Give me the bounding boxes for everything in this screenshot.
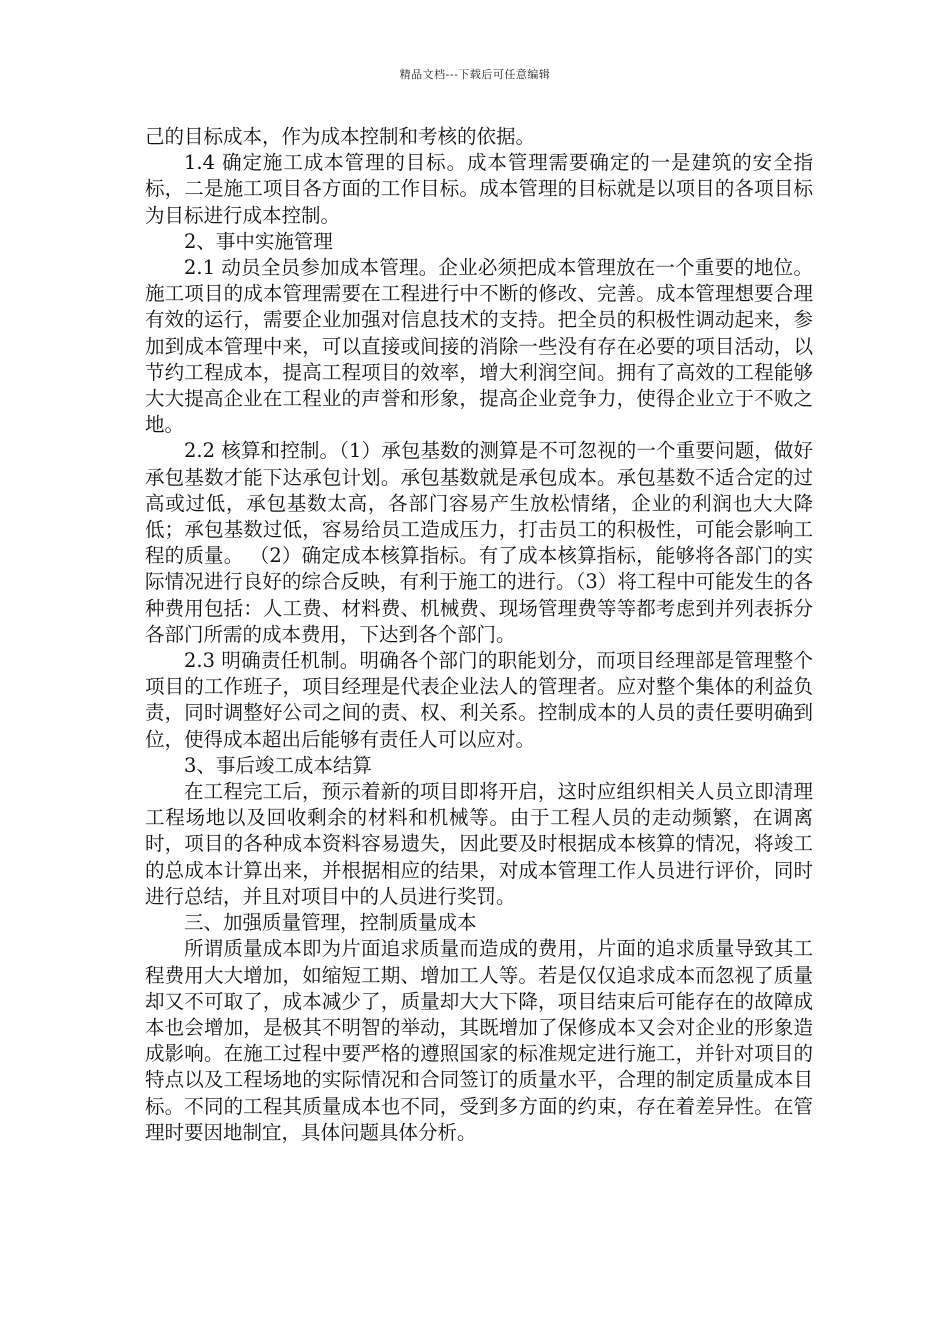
paragraph: 三、加强质量管理，控制质量成本 [184, 911, 477, 935]
paragraph: 1.4 确定施工成本管理的目标。成本管理需要确定的一是建筑的安全指标，二是施工项目各方面的工作目标。成本管理的目标就是以项目的各项目标为目标进行成本控制。 [145, 151, 813, 227]
paragraph: 2.3 明确责任机制。明确各个部门的职能划分，而项目经理部是管理整个项目的工作班子，项目经理是代表企业法人的管理者。应对整个集体的利益负责，同时调整好公司之间的责、权、利关系。控制成本的人员的责任要明确到位，使得成本超出后能够有责任人可以应对。 [145, 649, 813, 751]
body-text [145, 124, 813, 1146]
paragraph: 2.1 动员全员参加成本管理。企业必须把成本管理放在一个重要的地位。施工项目的成本管理需要在工程进行中不断的修改、完善。成本管理想要合理有效的运行，需要企业加强对信息技术的支持。把全员的积极性调动起来，参加到成本管理中来，可以直接或间接的消除一些没有存在必要的项目活动，以节约工程成本，提高工程项目的效率，增大利润空间。拥有了高效的工程能够大大提高企业在工程业的声誉和形象，提高企业竞争力，使得企业立于不败之地。 [145, 256, 813, 437]
paragraph: 2、事中实施管理 [184, 229, 333, 253]
paragraph: 所谓质量成本即为片面追求质量而造成的费用，片面的追求质量导致其工程费用大大增加，如缩短工期、增加工人等。若是仅仅追求成本而忽视了质量却又不可取了，成本减少了，质量却大大下降，项目结束后可能存在的故障成本也会增加，是极其不明智的举动，其既增加了保修成本又会对企业的形象造成影响。在施工过程中要严格的遵照国家的标准规定进行施工，并针对项目的特点以及工程场地的实际情况和合同签订的质量水平，合理的制定质量成本目标。不同的工程其质量成本也不同，受到多方面的约束，存在着差异性。在管理时要因地制宜，具体问题具体分析。 [145, 937, 813, 1144]
paragraph: 己的目标成本，作为成本控制和考核的依据。 [145, 125, 536, 148]
page-header: 精品文档---下载后可任意编辑 [399, 68, 551, 81]
paragraph: 3、事后竣工成本结算 [184, 753, 372, 777]
paragraph: 在工程完工后，预示着新的项目即将开启，这时应组织相关人员立即清理工程场地以及回收剩余的材料和机械等。由于工程人员的走动频繁，在调离时，项目的各种成本资料容易遗失，因此要及时根据成本核算的情况，将竣工的总成本计算出来，并根据相应的结果，对成本管理工作人员进行评价，同时进行总结，并且对项目中的人员进行奖罚。 [145, 780, 813, 908]
paragraph: 2.2 核算和控制。（1）承包基数的测算是不可忽视的一个重要问题，做好承包基数才能下达承包计划。承包基数就是承包成本。承包基数不适合定的过高或过低，承包基数太高，各部门容易产生放松情绪，企业的利润也大大降低；承包基数过低，容易给员工造成压力，打击员工的积极性，可能会影响工程的质量。 （2）确定成本核算指标。有了成本核算指标，能够将各部门的实际情况进行良好的综合反映，有利于施工的进行。（3）将工程中可能发生的各种费用包括：人工费、材料费、机械费、现场管理费等等都考虑到并列表拆分各部门所需的成本费用，下达到各个部门。 [145, 439, 813, 646]
